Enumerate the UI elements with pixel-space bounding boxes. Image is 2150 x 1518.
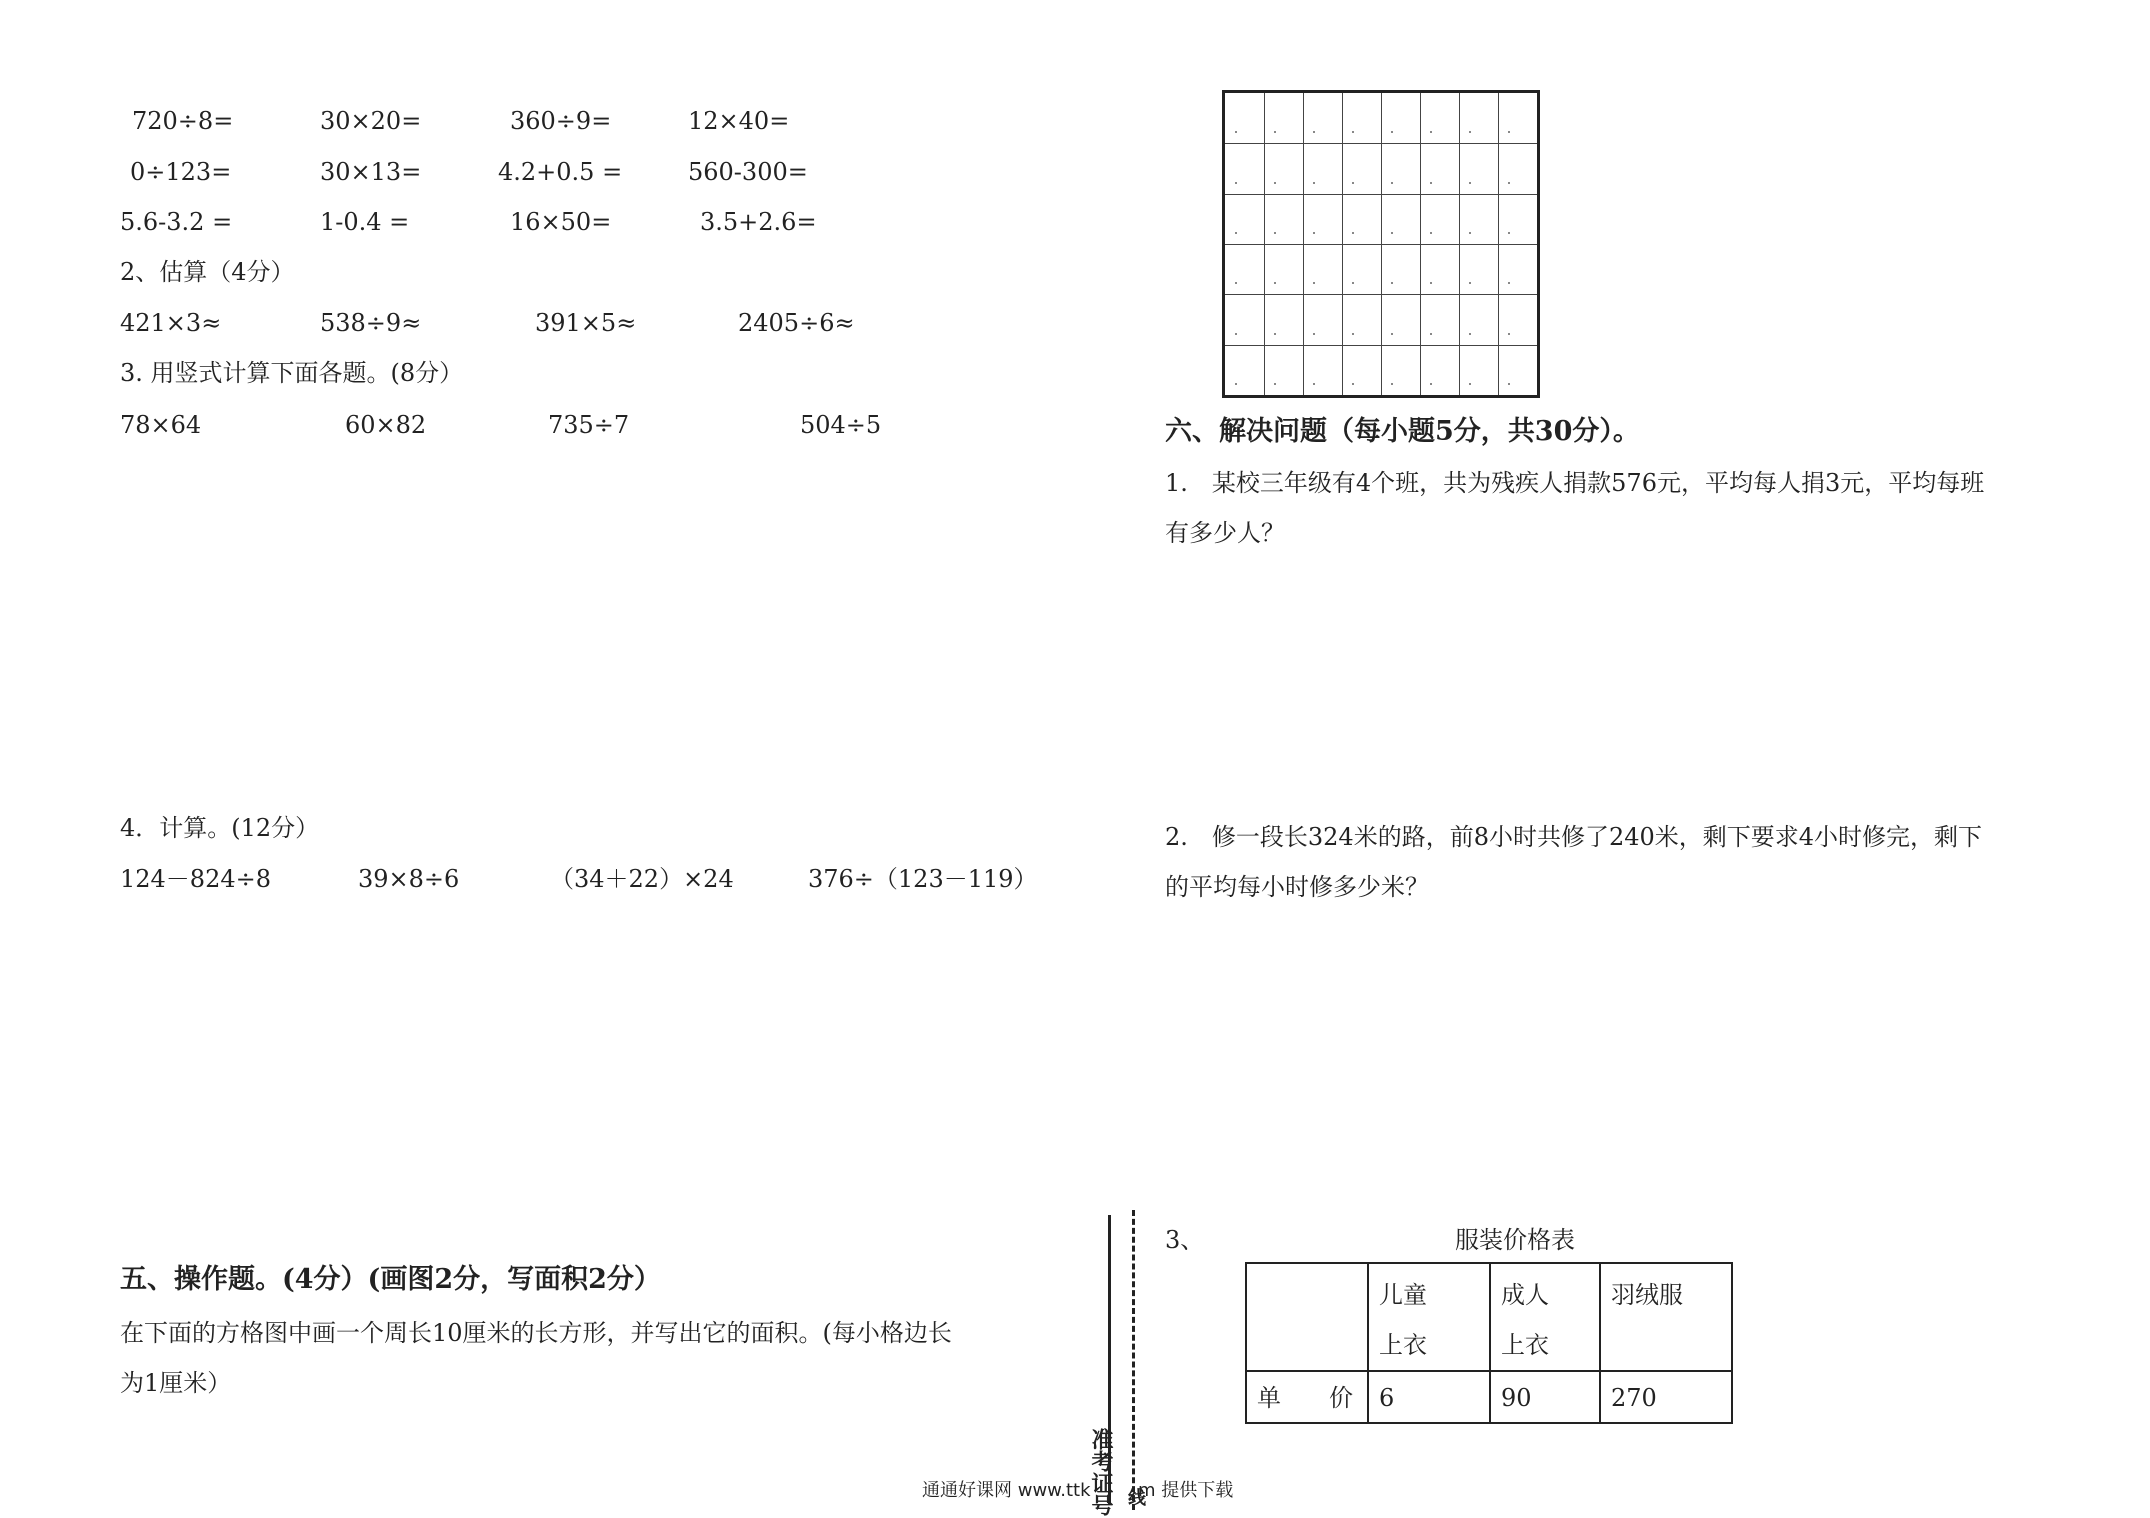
- section5-line2: 为1厘米）: [120, 1369, 232, 1397]
- price-table-title: 服装价格表: [1455, 1226, 1575, 1254]
- grid-dot: [1430, 282, 1432, 284]
- grid-horizontal-line: [1225, 143, 1537, 144]
- table-value-down-jacket: 270: [1600, 1371, 1732, 1423]
- problem1-line2: 有多少人？: [1165, 519, 1285, 547]
- vertical-calc-item2: 60×82: [345, 411, 427, 439]
- problem1-line1: 1. 某校三年级有4个班，共为残疾人捐款576元，平均每人捐3元，平均每班: [1165, 469, 1985, 497]
- calc-item2: 39×8÷6: [358, 865, 460, 893]
- oral-row3-item1: 5.6-3.2 =: [120, 208, 233, 236]
- table-header-adult-top: 成人 上衣: [1490, 1263, 1600, 1371]
- table-value-adult: 90: [1490, 1371, 1600, 1423]
- grid-dot: [1430, 232, 1432, 234]
- grid-dot: [1313, 131, 1315, 133]
- cut-dashed-line: [1132, 1210, 1135, 1510]
- grid-horizontal-line: [1225, 194, 1537, 195]
- grid-dot: [1313, 282, 1315, 284]
- vertical-calc-item3: 735÷7: [548, 411, 630, 439]
- estimate-item4: 2405÷6≈: [738, 309, 855, 337]
- grid-dot: [1391, 131, 1393, 133]
- calc-item1: 124－824÷8: [120, 865, 271, 893]
- grid-horizontal-line: [1225, 345, 1537, 346]
- oral-row3-item4: 3.5+2.6=: [700, 208, 817, 236]
- price-table: [1245, 1262, 1733, 1424]
- grid-dot: [1313, 232, 1315, 234]
- grid-dot: [1274, 131, 1276, 133]
- grid-dot: [1508, 182, 1510, 184]
- grid-horizontal-line: [1225, 294, 1537, 295]
- grid-dot: [1274, 383, 1276, 385]
- grid-dot: [1508, 383, 1510, 385]
- table-header-blank: [1246, 1263, 1368, 1371]
- vertical-calc-title: 3. 用竖式计算下面各题。(8分）: [120, 359, 464, 387]
- grid-dot: [1391, 182, 1393, 184]
- calc-title: 4．计算。(12分）: [120, 814, 320, 842]
- grid-dot: [1469, 383, 1471, 385]
- oral-row2-item4: 560-300=: [688, 158, 808, 186]
- grid-dot: [1274, 182, 1276, 184]
- grid-dot: [1235, 182, 1237, 184]
- grid-dot: [1352, 383, 1354, 385]
- grid-dot: [1352, 333, 1354, 335]
- grid-dot: [1391, 282, 1393, 284]
- estimate-item1: 421×3≈: [120, 309, 222, 337]
- table-header-down-jacket: 羽绒服: [1600, 1263, 1732, 1371]
- grid-dot: [1508, 232, 1510, 234]
- grid-dot: [1469, 282, 1471, 284]
- grid-dot: [1469, 232, 1471, 234]
- grid-dot: [1430, 383, 1432, 385]
- grid-dot: [1274, 232, 1276, 234]
- oral-row1-item3: 360÷9=: [510, 107, 612, 135]
- line-mark: 线: [1125, 1488, 1146, 1506]
- problem3-label: 3、: [1165, 1226, 1205, 1254]
- oral-row2-item3: 4.2+0.5 =: [498, 158, 623, 186]
- grid-dot: [1235, 131, 1237, 133]
- table-header-child-top: 儿童 上衣: [1368, 1263, 1490, 1371]
- oral-row1-item2: 30×20=: [320, 107, 422, 135]
- grid-dot: [1391, 383, 1393, 385]
- estimate-item3: 391×5≈: [535, 309, 637, 337]
- grid-dot: [1352, 182, 1354, 184]
- vertical-calc-item4: 504÷5: [800, 411, 882, 439]
- square-grid: [1222, 90, 1540, 398]
- section6-title: 六、解决问题（每小题5分，共30分）。: [1165, 416, 1640, 447]
- grid-dot: [1235, 232, 1237, 234]
- grid-dot: [1430, 182, 1432, 184]
- grid-dot: [1274, 282, 1276, 284]
- estimate-title: 2、估算（4分）: [120, 258, 295, 286]
- exam-number-label: 准考证号: [1088, 1428, 1114, 1516]
- calc-item4: 376÷（123－119）: [808, 865, 1038, 893]
- grid-dot: [1235, 333, 1237, 335]
- grid-dot: [1508, 131, 1510, 133]
- table-row-label: 单 价: [1246, 1371, 1368, 1423]
- grid-dot: [1430, 131, 1432, 133]
- problem2-line2: 的平均每小时修多少米？: [1165, 873, 1429, 901]
- grid-dot: [1313, 383, 1315, 385]
- table-value-child: 6: [1368, 1371, 1490, 1423]
- grid-dot: [1391, 232, 1393, 234]
- footer-left: 通通好课网 www.ttk: [922, 1480, 1091, 1501]
- grid-dot: [1235, 383, 1237, 385]
- section5-title: 五、操作题。(4分）(画图2分，写面积2分）: [120, 1264, 661, 1295]
- problem2-line1: 2. 修一段长324米的路，前8小时共修了240米，剩下要求4小时修完，剩下: [1165, 823, 1983, 851]
- oral-row3-item3: 16×50=: [510, 208, 612, 236]
- grid-dot: [1430, 333, 1432, 335]
- section5-line1: 在下面的方格图中画一个周长10厘米的长方形，并写出它的面积。(每小格边长: [120, 1319, 952, 1347]
- oral-row2-item2: 30×13=: [320, 158, 422, 186]
- grid-dot: [1391, 333, 1393, 335]
- grid-dot: [1508, 282, 1510, 284]
- estimate-item2: 538÷9≈: [320, 309, 422, 337]
- grid-dot: [1352, 131, 1354, 133]
- grid-dot: [1469, 131, 1471, 133]
- grid-dot: [1235, 282, 1237, 284]
- oral-row3-item2: 1-0.4 =: [320, 208, 410, 236]
- grid-dot: [1274, 333, 1276, 335]
- oral-row1-item4: 12×40=: [688, 107, 790, 135]
- oral-row1-item1: 720÷8=: [132, 107, 234, 135]
- grid-dot: [1352, 232, 1354, 234]
- footer-right: m 提供下载: [1138, 1480, 1234, 1501]
- grid-dot: [1508, 333, 1510, 335]
- vertical-calc-item1: 78×64: [120, 411, 202, 439]
- oral-row2-item1: 0÷123=: [130, 158, 232, 186]
- calc-item3: （34＋22）×24: [550, 865, 734, 893]
- grid-dot: [1313, 182, 1315, 184]
- grid-dot: [1352, 282, 1354, 284]
- grid-dot: [1313, 333, 1315, 335]
- grid-dot: [1469, 333, 1471, 335]
- grid-dot: [1469, 182, 1471, 184]
- grid-horizontal-line: [1225, 244, 1537, 245]
